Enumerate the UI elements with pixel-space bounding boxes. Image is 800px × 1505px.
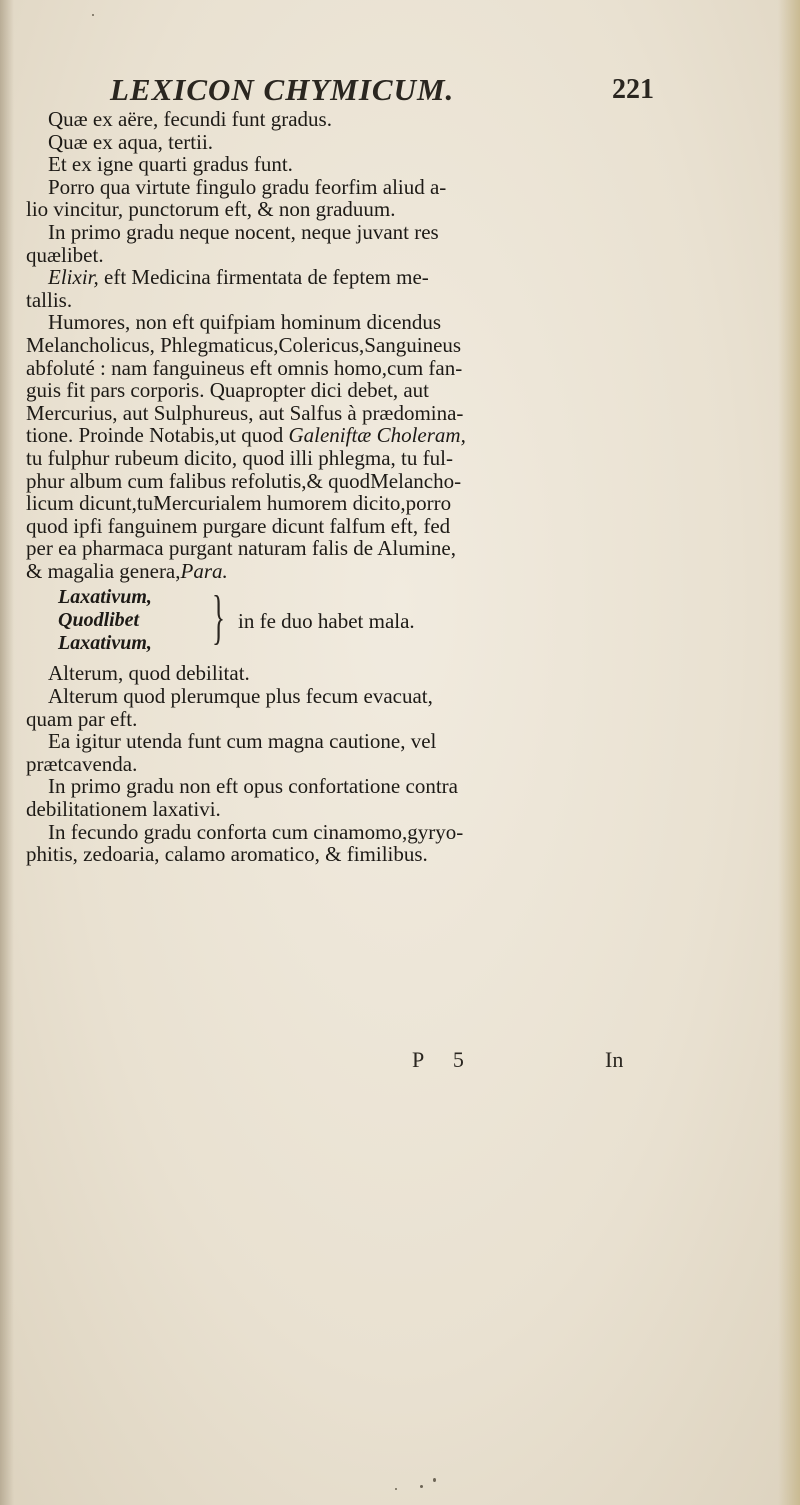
text-line: Quæ ex aëre, fecundi funt gradus.: [48, 107, 332, 131]
text-line: quam par eft.: [26, 706, 138, 731]
body-text: [26, 108, 666, 866]
text-line: tallis.: [26, 287, 73, 312]
brace-item: Quodlibet: [58, 609, 140, 632]
paper-speck: [420, 1485, 423, 1488]
text-line: quod ipfi fanguinem purgare dicunt falfum eft, fed: [26, 513, 451, 538]
text-line: prætcavenda.: [26, 751, 138, 776]
paper-speck: [433, 1478, 436, 1482]
text-line: In fecundo gradu conforta cum cinamomo,gyryo-: [48, 819, 464, 844]
text-span: & magalia genera,: [26, 558, 181, 583]
signature-mark: P 5: [412, 1047, 476, 1072]
paper-speck: [92, 14, 94, 16]
text-line: per ea pharmaca purgant naturam falis de Alumine,: [26, 536, 456, 561]
text-line: [26, 266, 666, 289]
text-line: Alterum quod plerumque plus fecum evacuat,: [48, 684, 433, 709]
brace-list: [58, 586, 152, 654]
page-edge-stain-right: [778, 0, 800, 1505]
text-line: [26, 424, 666, 447]
text-line: abfoluté : nam fanguineus eft omnis homo,cum fan-: [26, 355, 463, 380]
text-line: quælibet.: [26, 242, 104, 267]
text-line: Ea igitur utenda funt cum magna cautione, vel: [48, 729, 437, 754]
entry-term: Elixir,: [48, 265, 99, 290]
text-line: lio vincitur, punctorum eft, & non graduum.: [26, 197, 396, 222]
page-number: 221: [612, 74, 654, 105]
text-span: tione. Proinde Notabis,ut quod: [26, 423, 289, 448]
brace-item: Laxativum,: [58, 586, 152, 609]
brace-item: Laxativum,: [58, 631, 152, 654]
text-line: Mercurius, aut Sulphureus, aut Salfus à prædomina-: [26, 400, 464, 425]
text-line: guis fit pars corporis. Quapropter dici debet, aut: [26, 378, 429, 403]
brace-group: [26, 586, 666, 656]
text-line: phur album cum falibus refolutis,& quodMelancho-: [26, 468, 462, 493]
text-line: debilitationem laxativi.: [26, 797, 221, 822]
running-head: LEXICON CHYMICUM.: [110, 72, 455, 107]
text-line: Quæ ex aqua, tertii.: [48, 129, 214, 154]
text-line: Melancholicus, Phlegmaticus,Colericus,Sanguineus: [26, 332, 462, 357]
italic-span: Para.: [180, 558, 228, 583]
brace-text: in fe duo habet mala.: [238, 609, 415, 634]
text-line: tu fulphur rubeum dicito, quod illi phlegma, tu ful-: [26, 445, 453, 470]
paper-speck: [395, 1488, 397, 1490]
page-edge-shadow-left: [0, 0, 14, 1505]
text-line: Alterum, quod debilitat.: [48, 661, 250, 686]
text-span: eft Medicina firmentata de feptem me-: [98, 265, 429, 290]
text-line: licum dicunt,tuMercurialem humorem dicito,porro: [26, 491, 452, 516]
catchword: In: [605, 1047, 624, 1072]
text-line: Et ex igne quarti gradus funt.: [48, 152, 293, 177]
italic-span: Galeniftæ Choleram,: [288, 423, 466, 448]
text-line: In primo gradu non eft opus confortatione contra: [48, 774, 458, 799]
text-line: phitis, zedoaria, calamo aromatico, & fimilibus.: [26, 842, 428, 867]
text-line: Porro qua virtute fingulo gradu feorfim aliud a-: [48, 174, 447, 199]
text-line: In primo gradu neque nocent, neque juvant res: [48, 219, 439, 244]
curly-brace-icon: }: [212, 584, 225, 651]
text-line: Humores, non eft quifpiam hominum dicendus: [48, 310, 442, 335]
text-line: [26, 560, 666, 583]
